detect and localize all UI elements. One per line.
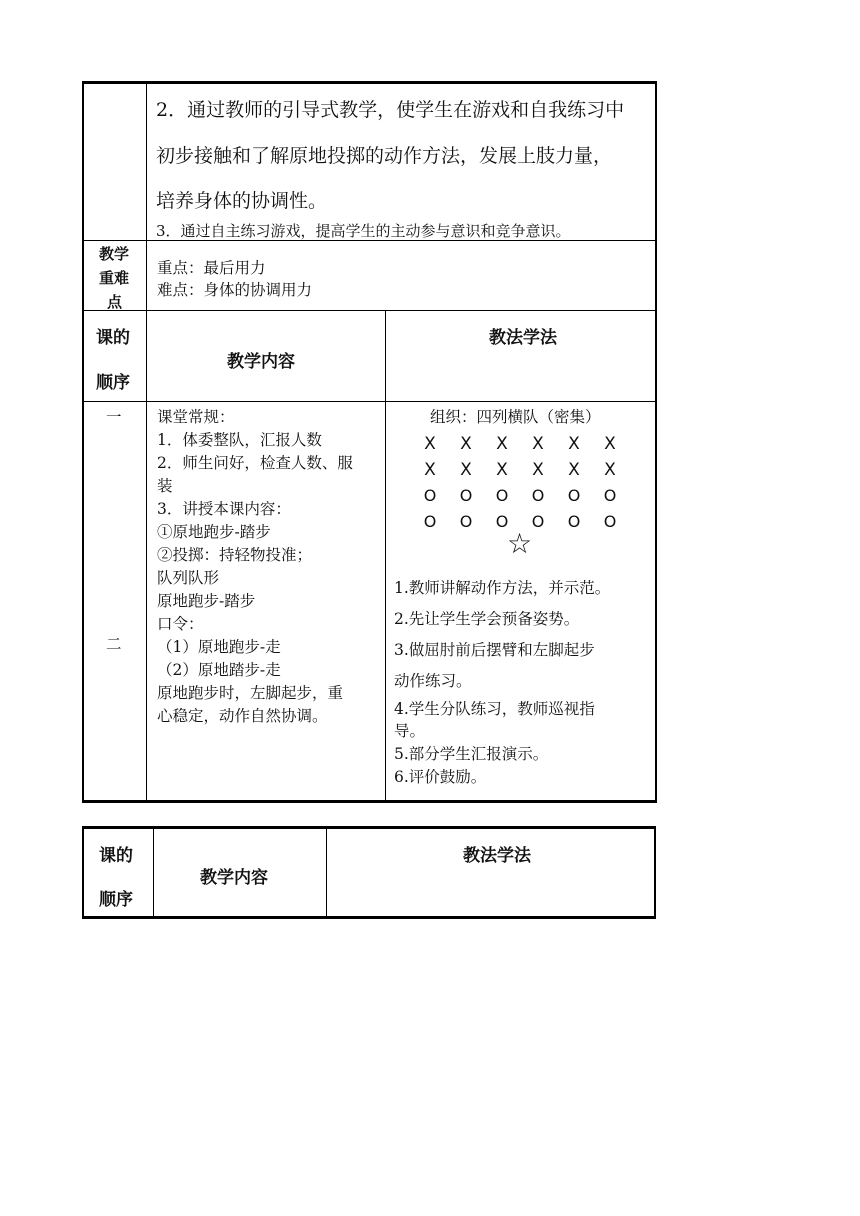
formation-mark: O [423, 512, 437, 531]
content-line: ①原地跑步-踏步 [157, 523, 271, 541]
method-step-5: 5.部分学生汇报演示。 [394, 745, 549, 763]
objective-2-line-b: 初步接触和了解原地投掷的动作方法，发展上肢力量， [156, 145, 613, 167]
formation-mark: X [532, 434, 544, 454]
content-line: （2）原地踏步-走 [157, 661, 281, 679]
formation-row-1 [420, 434, 620, 454]
table2-border-top [82, 826, 656, 829]
table2-divider-col2 [326, 826, 327, 919]
content-line: 队列队形 [157, 569, 220, 587]
header-method: 教法学法 [489, 328, 557, 348]
header-order-line1: 课的 [96, 328, 130, 348]
table-border-bottom [82, 800, 657, 803]
organization-text: 组织：四列横队（密集） [430, 408, 601, 426]
table-divider-col2 [385, 310, 386, 803]
table2-border-left [82, 826, 84, 919]
table2-border-bottom [82, 916, 656, 919]
formation-mark: X [568, 434, 580, 454]
objective-3: 3．通过自主练习游戏，提高学生的主动参与意识和竞争意识。 [156, 222, 571, 240]
content-line: 原地跑步时，左脚起步，重 [157, 684, 344, 702]
method-step-4b: 导。 [394, 722, 426, 740]
method-step-3a: 3.做屈肘前后摆臂和左脚起步 [394, 641, 595, 659]
content-line: 心稳定，动作自然协调。 [157, 707, 328, 725]
table2-border-right [654, 826, 656, 919]
formation-mark: O [423, 486, 437, 505]
content-line: 1．体委整队，汇报人数 [157, 431, 322, 449]
table-divider-row2 [82, 310, 657, 311]
formation-mark: O [603, 486, 617, 505]
formation-row-3 [420, 486, 620, 505]
key-point-difficulty: 难点：身体的协调用力 [157, 281, 313, 299]
content-line: 3．讲授本课内容： [157, 500, 291, 518]
content-line: 原地跑步-踏步 [157, 592, 256, 610]
table2-method: 教法学法 [463, 846, 531, 866]
formation-row-2 [420, 460, 620, 480]
table-border-right [655, 81, 657, 803]
method-step-4a: 4.学生分队练习，教师巡视指 [394, 700, 595, 718]
method-step-1: 1.教师讲解动作方法，并示范。 [394, 579, 611, 597]
star-icon: ☆ [507, 527, 533, 560]
formation-mark: X [424, 460, 436, 480]
table2-divider-col1 [153, 826, 154, 919]
content-line: ②投掷：持轻物投准； [157, 546, 313, 564]
formation-mark: X [604, 434, 616, 454]
content-line: 口令： [157, 615, 204, 633]
table-border-left [82, 81, 84, 803]
key-point-focus: 重点：最后用力 [157, 259, 266, 277]
content-line: 装 [157, 477, 173, 495]
method-step-6: 6.评价鼓励。 [394, 768, 487, 786]
formation-mark: X [460, 434, 472, 454]
formation-mark: X [496, 434, 508, 454]
formation-mark: X [496, 460, 508, 480]
content-line: 2．师生问好，检查人数、服 [157, 454, 353, 472]
formation-mark: O [531, 486, 545, 505]
method-step-3b: 动作练习。 [394, 672, 472, 690]
method-step-2: 2.先让学生学会预备姿势。 [394, 610, 580, 628]
formation-mark: O [459, 486, 473, 505]
table-divider-row3 [82, 401, 657, 402]
formation-mark: X [604, 460, 616, 480]
table-divider-col1 [146, 81, 147, 803]
objective-2-line-c: 培养身体的协调性。 [156, 190, 328, 212]
formation-mark: O [531, 512, 545, 531]
order-mark-first: 一 [106, 408, 122, 426]
key-points-label-1: 教学 [99, 245, 130, 263]
content-line: （1）原地跑步-走 [157, 638, 281, 656]
key-points-label-3: 点 [107, 293, 123, 311]
content-line: 课堂常规： [157, 408, 235, 426]
formation-mark: X [424, 434, 436, 454]
header-order-line2: 顺序 [96, 373, 130, 393]
key-points-label-2: 重难 [99, 269, 130, 287]
objective-2-line-a: 2．通过教师的引导式教学，使学生在游戏和自我练习中 [156, 99, 625, 121]
formation-mark: X [460, 460, 472, 480]
table2-order-line2: 顺序 [99, 890, 133, 910]
formation-mark: O [495, 486, 509, 505]
formation-mark: X [568, 460, 580, 480]
formation-mark: X [532, 460, 544, 480]
table2-content: 教学内容 [200, 868, 268, 888]
order-mark-second: 二 [106, 635, 122, 653]
formation-mark: O [603, 512, 617, 531]
formation-mark: O [495, 512, 509, 531]
header-content: 教学内容 [227, 352, 295, 372]
table2-order-line1: 课的 [99, 846, 133, 866]
formation-mark: O [567, 512, 581, 531]
formation-mark: O [567, 486, 581, 505]
formation-mark: O [459, 512, 473, 531]
table-border-top [82, 81, 657, 84]
